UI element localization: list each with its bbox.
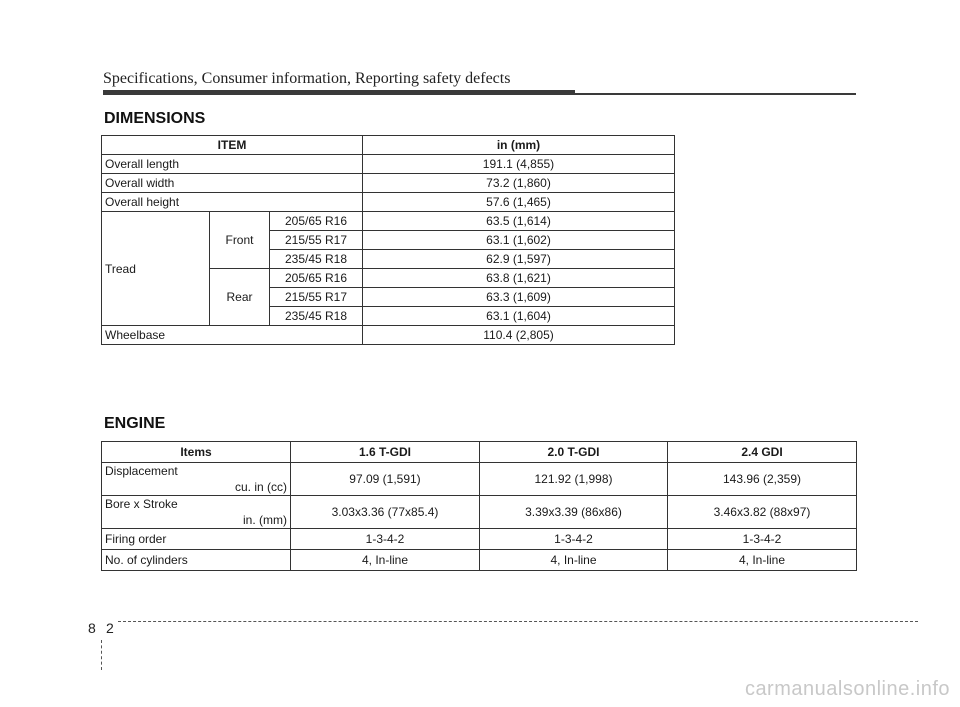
table-row bbox=[102, 463, 857, 496]
bore-stroke-unit: in. (mm) bbox=[243, 513, 287, 527]
tread-label: Tread bbox=[102, 212, 210, 326]
header-rule-thin bbox=[575, 93, 856, 95]
row-label: Overall height bbox=[102, 193, 363, 212]
row-label: Overall length bbox=[102, 155, 363, 174]
dimensions-table bbox=[101, 135, 675, 345]
engine-table bbox=[101, 441, 857, 571]
row-value: 63.8 (1,621) bbox=[363, 269, 675, 288]
tire-size: 215/55 R17 bbox=[270, 288, 363, 307]
displacement-unit: cu. in (cc) bbox=[234, 480, 287, 494]
row-value: 63.1 (1,604) bbox=[363, 307, 675, 326]
footer-rule bbox=[118, 621, 918, 622]
row-value: 62.9 (1,597) bbox=[363, 250, 675, 269]
table-row bbox=[102, 155, 675, 174]
page-number: 2 bbox=[106, 620, 114, 636]
chapter-number: 8 bbox=[88, 620, 96, 636]
tire-size: 235/45 R18 bbox=[270, 307, 363, 326]
row-value: 143.96 (2,359) bbox=[668, 463, 857, 496]
header-rule-thick bbox=[103, 90, 575, 95]
col-unit-header: in (mm) bbox=[363, 136, 675, 155]
row-value: 73.2 (1,860) bbox=[363, 174, 675, 193]
dimensions-title: DIMENSIONS bbox=[104, 110, 206, 127]
page-header-title: Specifications, Consumer information, Reporting safety defects bbox=[103, 70, 511, 87]
row-value: 4, In-line bbox=[291, 550, 480, 571]
row-value: 1-3-4-2 bbox=[291, 529, 480, 550]
tread-front-label: Front bbox=[210, 212, 270, 269]
row-label bbox=[102, 496, 291, 529]
table-row bbox=[102, 550, 857, 571]
table-row bbox=[102, 326, 675, 345]
tread-rear-label: Rear bbox=[210, 269, 270, 326]
table-row bbox=[102, 212, 675, 231]
row-value: 110.4 (2,805) bbox=[363, 326, 675, 345]
col-engine-header: 1.6 T-GDI bbox=[291, 442, 480, 463]
row-value: 57.6 (1,465) bbox=[363, 193, 675, 212]
watermark: carmanualsonline.info bbox=[744, 678, 950, 700]
col-engine-header: 2.4 GDI bbox=[668, 442, 857, 463]
table-row bbox=[102, 193, 675, 212]
row-value: 63.5 (1,614) bbox=[363, 212, 675, 231]
row-value: 4, In-line bbox=[668, 550, 857, 571]
bore-stroke-label: Bore x Stroke bbox=[105, 497, 178, 511]
tire-size: 205/65 R16 bbox=[270, 269, 363, 288]
table-header-row bbox=[102, 136, 675, 155]
row-value: 4, In-line bbox=[480, 550, 668, 571]
col-item-header: ITEM bbox=[102, 136, 363, 155]
row-value: 1-3-4-2 bbox=[668, 529, 857, 550]
row-value: 3.39x3.39 (86x86) bbox=[480, 496, 668, 529]
row-label: Wheelbase bbox=[102, 326, 363, 345]
row-value: 63.3 (1,609) bbox=[363, 288, 675, 307]
row-value: 3.46x3.82 (88x97) bbox=[668, 496, 857, 529]
footer-divider bbox=[101, 640, 102, 670]
row-value: 1-3-4-2 bbox=[480, 529, 668, 550]
table-header-row bbox=[102, 442, 857, 463]
table-row bbox=[102, 174, 675, 193]
row-value: 3.03x3.36 (77x85.4) bbox=[291, 496, 480, 529]
col-items-header: Items bbox=[102, 442, 291, 463]
row-label: No. of cylinders bbox=[102, 550, 291, 571]
tire-size: 215/55 R17 bbox=[270, 231, 363, 250]
table-row bbox=[102, 496, 857, 529]
row-value: 121.92 (1,998) bbox=[480, 463, 668, 496]
tire-size: 205/65 R16 bbox=[270, 212, 363, 231]
row-label: Firing order bbox=[102, 529, 291, 550]
col-engine-header: 2.0 T-GDI bbox=[480, 442, 668, 463]
displacement-label: Displacement bbox=[105, 464, 178, 478]
row-value: 191.1 (4,855) bbox=[363, 155, 675, 174]
row-value: 63.1 (1,602) bbox=[363, 231, 675, 250]
engine-title: ENGINE bbox=[104, 415, 166, 432]
tire-size: 235/45 R18 bbox=[270, 250, 363, 269]
table-row bbox=[102, 529, 857, 550]
row-label bbox=[102, 463, 291, 496]
row-label: Overall width bbox=[102, 174, 363, 193]
row-value: 97.09 (1,591) bbox=[291, 463, 480, 496]
